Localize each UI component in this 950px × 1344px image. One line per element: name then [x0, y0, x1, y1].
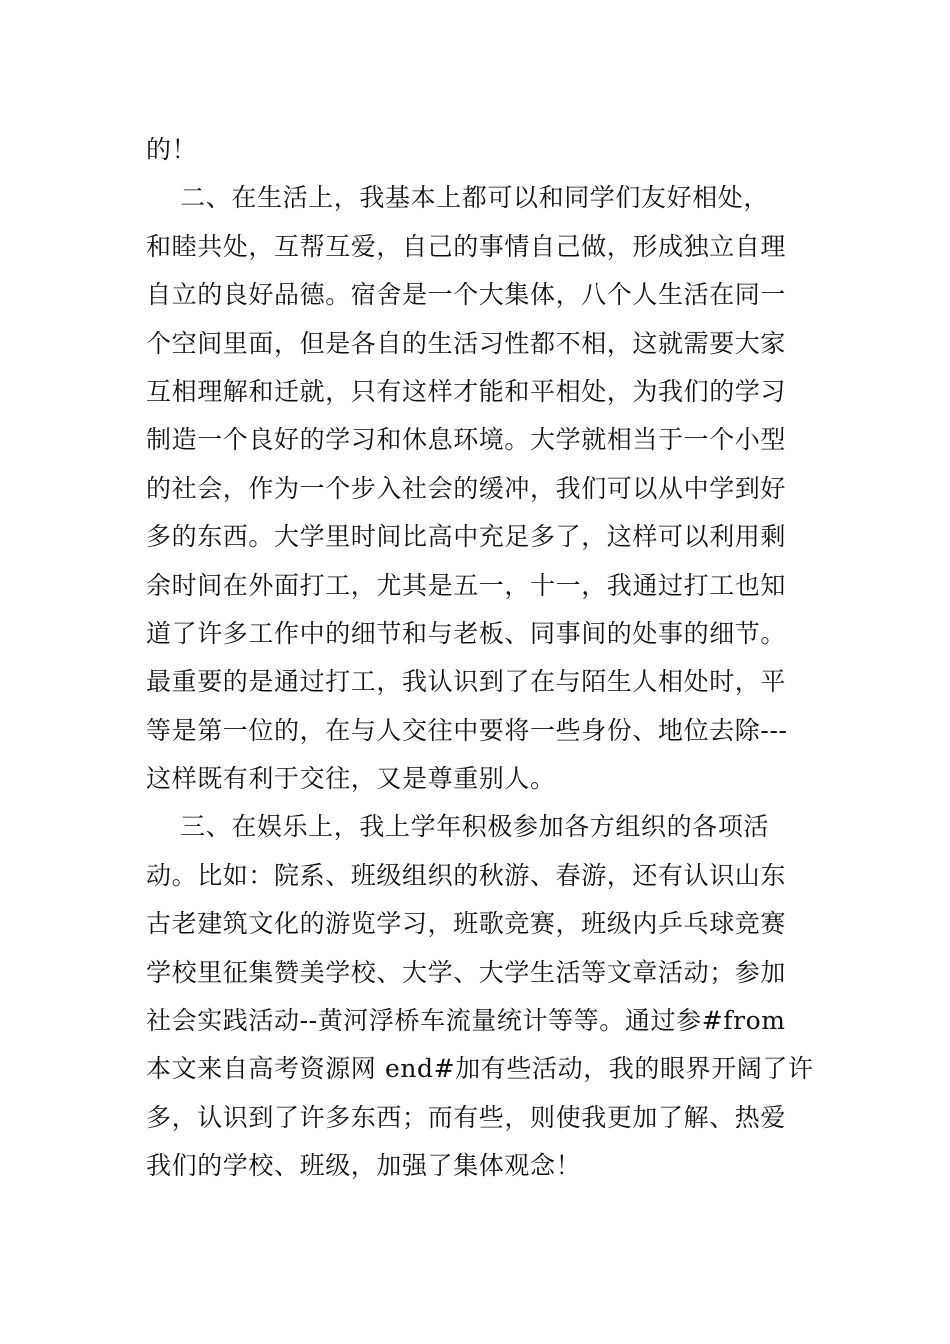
text-line: 余时间在外面打工，尤其是五一，十一，我通过打工也知 — [146, 570, 787, 600]
text-line: 学校里征集赞美学校、大学、大学生活等文章活动；参加 — [146, 957, 787, 987]
text-line: 这样既有利于交往，又是尊重别人。 — [146, 764, 556, 794]
text-line: 三、在娱乐上，我上学年积极参加各方组织的各项活 — [146, 812, 769, 842]
document-body — [146, 126, 814, 1191]
text-line: 个空间里面，但是各自的生活习性都不相，这就需要大家 — [146, 328, 787, 358]
text-line: 社会实践活动--黄河浮桥车流量统计等等。通过参#from — [146, 1006, 786, 1036]
text-line: 多，认识到了许多东西；而有些，则使我更加了解、热爱 — [146, 1102, 787, 1132]
text-line: 古老建筑文化的游览学习，班歌竞赛，班级内乒乓球竞赛 — [146, 909, 787, 939]
text-line: 的社会，作为一个步入社会的缓冲，我们可以从中学到好 — [146, 473, 787, 503]
text-line: 多的东西。大学里时间比高中充足多了，这样可以利用剩 — [146, 522, 787, 552]
text-line: 和睦共处，互帮互爱，自己的事情自己做，形成独立自理 — [146, 231, 787, 261]
text-line: 的！ — [146, 135, 198, 164]
text-line: 道了许多工作中的细节和与老板、同事间的处事的细节。 — [146, 618, 787, 648]
text-line: 动。比如：院系、班级组织的秋游、春游，还有认识山东 — [146, 860, 787, 890]
text-line: 制造一个良好的学习和休息环境。大学就相当于一个小型 — [146, 425, 787, 455]
text-line: 自立的良好品德。宿舍是一个大集体，八个人生活在同一 — [146, 280, 787, 310]
text-line: 本文来自高考资源网 end#加有些活动，我的眼界开阔了许 — [146, 1054, 814, 1084]
text-line: 我们的学校、班级，加强了集体观念！ — [146, 1151, 582, 1181]
text-line: 最重要的是通过打工，我认识到了在与陌生人相处时，平 — [146, 667, 787, 697]
text-line: 互相理解和迁就，只有这样才能和平相处，为我们的学习 — [146, 376, 787, 406]
text-line: 等是第一位的，在与人交往中要将一些身份、地位去除--- — [146, 715, 788, 745]
text-line: 二、在生活上，我基本上都可以和同学们友好相处， — [146, 183, 769, 213]
